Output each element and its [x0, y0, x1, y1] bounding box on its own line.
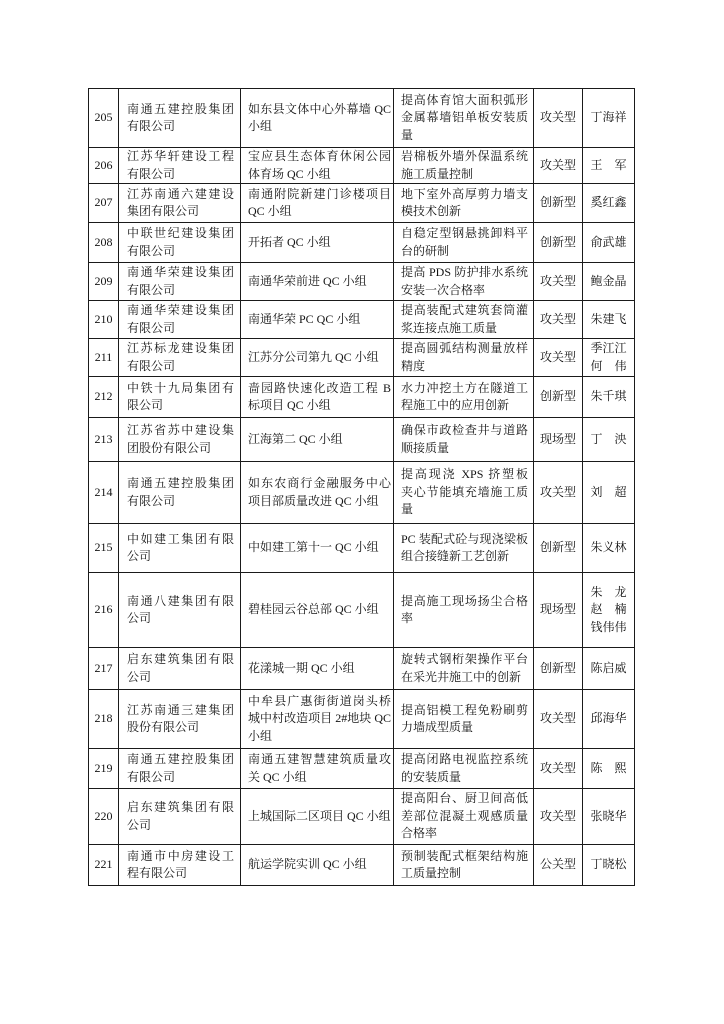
- cell-topic-text: 力墙成型质量: [401, 720, 474, 734]
- cell-company-text: 启东建筑集团有限: [127, 652, 234, 666]
- cell-number-text: 221: [94, 857, 113, 872]
- cell-qc-group-text: 体育场 QC 小组: [248, 166, 331, 181]
- cell-qc-group-text: 中牟县广惠街街道岗头桥: [248, 693, 391, 708]
- cell-person: [583, 223, 635, 263]
- cell-person-text: 赵 楠: [590, 602, 627, 617]
- cell-person: [583, 418, 635, 462]
- cell-qc-group-text: 花漾城一期 QC 小组: [248, 660, 355, 675]
- cell-topic-text: 提高装配式建筑套筒灌: [401, 303, 528, 317]
- cell-person-text: 王 军: [590, 157, 627, 172]
- cell-person-text: 陈启威: [590, 660, 627, 675]
- table-row: [89, 377, 635, 418]
- cell-type: [534, 89, 583, 148]
- cell-topic-text: 金属幕墙铝单板安装质: [401, 110, 528, 125]
- cell-person: [583, 690, 635, 749]
- cell-type-text: 攻关型: [539, 484, 576, 499]
- cell-company-text: 中如建工集团有限: [127, 531, 234, 546]
- cell-company-text: 江苏南通六建建设: [127, 186, 234, 201]
- cell-person: [583, 648, 635, 690]
- cell-type: [534, 339, 583, 377]
- cell-qc-group-text: 关 QC 小组: [248, 769, 307, 784]
- cell-qc-group-text: 项目部质量改进 QC 小组: [248, 493, 379, 508]
- cell-topic-text: 差部位混凝土观感质量: [401, 808, 528, 823]
- cell-type-text: 攻关型: [539, 711, 576, 726]
- table-row: [89, 263, 635, 301]
- cell-company-text: 有限公司: [127, 358, 176, 373]
- cell-type: [534, 377, 583, 418]
- cell-qc-group-text: 南通华荣 PC QC 小组: [248, 311, 361, 326]
- cell-topic-text: 夹心节能填充墙施工质: [401, 484, 528, 499]
- cell-company-text: 有限公司: [127, 243, 176, 258]
- cell-qc-group-text: 南通附院新建门诊楼项目: [248, 186, 391, 201]
- cell-qc-group: [241, 89, 394, 148]
- cell-topic-text: 提高体育馆大面积弧形: [401, 92, 528, 107]
- cell-topic: [394, 690, 534, 749]
- cell-topic: [394, 418, 534, 462]
- cell-company: [119, 789, 241, 845]
- cell-topic-text: 提高施工现场扬尘合格: [401, 593, 528, 608]
- cell-qc-group: [241, 690, 394, 749]
- cell-company-text: 南通八建集团有限: [127, 593, 234, 608]
- cell-company: [119, 749, 241, 789]
- cell-company: [119, 462, 241, 524]
- cell-topic-text: 旋转式钢桁架操作平台: [401, 652, 528, 666]
- cell-topic: [394, 749, 534, 789]
- cell-company-text: 有限公司: [127, 320, 176, 335]
- cell-topic: [394, 89, 534, 148]
- cell-number-text: 206: [94, 157, 113, 172]
- table-row: [89, 184, 635, 223]
- cell-type-text: 创新型: [539, 660, 576, 675]
- cell-type: [534, 690, 583, 749]
- cell-topic: [394, 263, 534, 301]
- cell-topic-text: 组合接缝新工艺创新: [401, 549, 510, 563]
- cell-topic-text: 模技术创新: [401, 204, 462, 218]
- cell-topic-text: 台的研制: [401, 243, 450, 258]
- cell-person: [583, 845, 635, 886]
- cell-number: [89, 377, 119, 418]
- cell-type: [534, 789, 583, 845]
- cell-qc-group-text: 上城国际二区项目 QC 小组: [248, 808, 391, 823]
- cell-company: [119, 690, 241, 749]
- cell-topic-text: 水力冲挖土方在隧道工: [401, 380, 528, 395]
- cell-number-text: 216: [94, 602, 113, 617]
- cell-company-text: 江苏南通三建集团: [127, 702, 234, 717]
- cell-topic: [394, 223, 534, 263]
- cell-qc-group-text: 江苏分公司第九 QC 小组: [248, 349, 379, 364]
- cell-company: [119, 377, 241, 418]
- cell-person: [583, 301, 635, 339]
- cell-topic-text: 量: [401, 502, 414, 517]
- table-row: [89, 462, 635, 524]
- cell-company: [119, 223, 241, 263]
- cell-number: [89, 462, 119, 524]
- cell-type-text: 现场型: [539, 431, 576, 446]
- table-row: [89, 789, 635, 845]
- cell-number: [89, 148, 119, 184]
- cell-person-text: 奚红鑫: [590, 195, 627, 210]
- cell-company-text: 南通五建控股集团: [127, 101, 234, 116]
- cell-topic-text: 精度: [401, 358, 426, 373]
- cell-qc-group: [241, 418, 394, 462]
- cell-type: [534, 524, 583, 573]
- cell-qc-group: [241, 263, 394, 301]
- cell-company-text: 程有限公司: [127, 866, 188, 880]
- cell-topic-text: 岩棉板外墙外保温系统: [401, 149, 528, 163]
- cell-number-text: 210: [94, 311, 113, 326]
- cell-number: [89, 789, 119, 845]
- cell-type-text: 创新型: [539, 389, 576, 404]
- cell-topic: [394, 845, 534, 886]
- table-row: [89, 845, 635, 886]
- cell-number-text: 208: [94, 234, 113, 249]
- cell-qc-group: [241, 749, 394, 789]
- cell-type-text: 攻关型: [539, 311, 576, 326]
- cell-person-text: 朱义林: [590, 540, 627, 555]
- cell-number: [89, 418, 119, 462]
- cell-qc-group: [241, 223, 394, 263]
- cell-company-text: 有限公司: [127, 493, 176, 508]
- cell-type: [534, 648, 583, 690]
- cell-company: [119, 148, 241, 184]
- table-row: [89, 573, 635, 648]
- cell-number: [89, 89, 119, 148]
- cell-topic: [394, 184, 534, 223]
- cell-topic-text: 提高闭路电视监控系统: [401, 752, 528, 766]
- cell-qc-group: [241, 148, 394, 184]
- cell-number-text: 207: [94, 195, 113, 210]
- cell-qc-group-text: 啬园路快速化改造工程 B: [248, 380, 391, 395]
- cell-person-text: 丁晓松: [590, 857, 627, 872]
- cell-topic-text: 地下室外高厚剪力墙支: [401, 186, 528, 201]
- cell-person-text: 朱建飞: [590, 311, 627, 326]
- cell-number-text: 214: [94, 484, 113, 499]
- cell-topic-text: 的安装质量: [401, 769, 462, 784]
- cell-topic-text: 顺接质量: [401, 440, 450, 455]
- cell-topic-text: 确保市政检查井与道路: [401, 423, 528, 437]
- cell-person: [583, 148, 635, 184]
- cell-type: [534, 263, 583, 301]
- cell-type: [534, 301, 583, 339]
- cell-type-text: 创新型: [539, 195, 576, 210]
- cell-person: [583, 462, 635, 524]
- cell-company: [119, 845, 241, 886]
- cell-topic: [394, 648, 534, 690]
- cell-type: [534, 184, 583, 223]
- cell-company-text: 南通市中房建设工: [127, 848, 234, 863]
- cell-company-text: 江苏省苏中建设集: [127, 423, 234, 437]
- cell-company-text: 股份有限公司: [127, 720, 200, 734]
- cell-company: [119, 648, 241, 690]
- cell-company-text: 限公司: [127, 398, 164, 412]
- cell-number: [89, 184, 119, 223]
- cell-type-text: 创新型: [539, 234, 576, 249]
- cell-person-text: 季江江: [590, 341, 627, 355]
- cell-qc-group-text: 标项目 QC 小组: [248, 398, 331, 412]
- cell-qc-group: [241, 845, 394, 886]
- cell-topic-text: PC 装配式砼与现浇梁板: [401, 531, 528, 546]
- cell-company: [119, 301, 241, 339]
- cell-person-text: 丁 泱: [590, 431, 627, 446]
- cell-type-text: 创新型: [539, 540, 576, 555]
- cell-person: [583, 789, 635, 845]
- cell-topic-text: 工质量控制: [401, 866, 462, 880]
- cell-type-text: 攻关型: [539, 349, 576, 364]
- cell-person-text: 何 伟: [590, 358, 627, 373]
- cell-person: [583, 263, 635, 301]
- cell-qc-group: [241, 648, 394, 690]
- cell-company-text: 南通五建控股集团: [127, 476, 234, 490]
- cell-qc-group: [241, 573, 394, 648]
- cell-topic-text: 提高圆弧结构测量放样: [401, 341, 528, 355]
- table-row: [89, 524, 635, 573]
- cell-type-text: 攻关型: [539, 157, 576, 172]
- cell-type: [534, 148, 583, 184]
- cell-person-text: 张晓华: [590, 808, 627, 823]
- cell-company-text: 江苏标龙建设集团: [127, 341, 234, 355]
- cell-number: [89, 524, 119, 573]
- cell-topic: [394, 377, 534, 418]
- cell-qc-group-text: 小组: [248, 728, 273, 743]
- cell-topic-text: 提高现浇 XPS 挤塑板: [401, 467, 528, 482]
- cell-company: [119, 184, 241, 223]
- cell-company-text: 启东建筑集团有限: [127, 800, 234, 814]
- cell-type-text: 攻关型: [539, 808, 576, 823]
- cell-topic-text: 提高铝模工程免粉刷剪: [401, 702, 528, 717]
- cell-number-text: 209: [94, 273, 113, 288]
- cell-company: [119, 263, 241, 301]
- cell-company-text: 中联世纪建设集团: [127, 226, 234, 240]
- cell-number: [89, 648, 119, 690]
- cell-company: [119, 339, 241, 377]
- table-row: [89, 89, 635, 148]
- cell-qc-group-text: 碧桂园云谷总部 QC 小组: [248, 602, 379, 617]
- cell-person-text: 邱海华: [590, 711, 627, 726]
- cell-number-text: 205: [94, 110, 113, 125]
- cell-person-text: 刘 超: [590, 484, 627, 499]
- cell-person: [583, 184, 635, 223]
- cell-qc-group-text: 宝应县生态体育休闲公园: [248, 149, 391, 163]
- cell-qc-group-text: 小组: [248, 119, 273, 133]
- cell-qc-group: [241, 524, 394, 573]
- cell-type-text: 公关型: [539, 857, 576, 872]
- cell-company-text: 有限公司: [127, 769, 176, 784]
- cell-topic-text: 提高阳台、厨卫间高低: [401, 791, 528, 806]
- cell-number: [89, 573, 119, 648]
- cell-type-text: 攻关型: [539, 760, 576, 775]
- cell-person-text: 钱伟伟: [590, 619, 627, 634]
- cell-number-text: 218: [94, 711, 113, 726]
- cell-person: [583, 524, 635, 573]
- cell-qc-group-text: 如东农商行金融服务中心: [248, 476, 391, 490]
- cell-company: [119, 418, 241, 462]
- cell-person-text: 丁海祥: [590, 110, 627, 125]
- cell-topic-text: 自稳定型钢悬挑卸料平: [401, 226, 528, 240]
- cell-topic-text: 预制装配式框架结构施: [401, 848, 528, 863]
- cell-company: [119, 573, 241, 648]
- table-row: [89, 418, 635, 462]
- table-row: [89, 749, 635, 789]
- cell-qc-group-text: 开拓者 QC 小组: [248, 234, 331, 249]
- cell-number: [89, 223, 119, 263]
- table-row: [89, 339, 635, 377]
- cell-person-text: 俞武雄: [590, 234, 627, 249]
- table-row: [89, 301, 635, 339]
- cell-topic-text: 提高 PDS 防护排水系统: [401, 265, 528, 279]
- cell-company-text: 江苏华轩建设工程: [127, 149, 234, 163]
- cell-topic-text: 在采光井施工中的创新: [401, 669, 522, 684]
- cell-qc-group-text: 如东县文体中心外幕墙 QC: [248, 101, 391, 116]
- cell-number-text: 212: [94, 389, 113, 404]
- cell-number: [89, 845, 119, 886]
- cell-qc-group: [241, 339, 394, 377]
- cell-company-text: 中铁十九局集团有: [127, 380, 234, 395]
- cell-company-text: 公司: [127, 611, 152, 625]
- cell-topic: [394, 524, 534, 573]
- cell-number-text: 215: [94, 540, 113, 555]
- table-row: [89, 223, 635, 263]
- cell-type-text: 现场型: [539, 602, 576, 617]
- table-row: [89, 690, 635, 749]
- cell-qc-group-text: 江海第二 QC 小组: [248, 431, 343, 446]
- cell-company: [119, 89, 241, 148]
- cell-qc-group: [241, 301, 394, 339]
- table-row: [89, 648, 635, 690]
- cell-topic-text: 安装一次合格率: [401, 282, 486, 297]
- cell-person: [583, 573, 635, 648]
- cell-company-text: 有限公司: [127, 282, 176, 297]
- cell-topic: [394, 301, 534, 339]
- cell-person-text: 朱千琪: [590, 389, 627, 404]
- cell-number: [89, 749, 119, 789]
- cell-company-text: 南通五建控股集团: [127, 752, 234, 766]
- cell-number-text: 211: [94, 349, 113, 364]
- cell-number: [89, 301, 119, 339]
- table-row: [89, 148, 635, 184]
- cell-company-text: 有限公司: [127, 166, 176, 181]
- cell-person: [583, 377, 635, 418]
- cell-qc-group: [241, 184, 394, 223]
- cell-qc-group: [241, 462, 394, 524]
- cell-company-text: 团股份有限公司: [127, 440, 212, 455]
- cell-topic-text: 施工质量控制: [401, 166, 474, 181]
- cell-number-text: 213: [94, 431, 113, 446]
- cell-type: [534, 462, 583, 524]
- cell-topic: [394, 462, 534, 524]
- cell-qc-group-text: 航运学院实训 QC 小组: [248, 857, 367, 872]
- cell-company-text: 有限公司: [127, 119, 176, 133]
- cell-number-text: 217: [94, 660, 113, 675]
- cell-number-text: 219: [94, 760, 113, 775]
- cell-number-text: 220: [94, 808, 113, 823]
- cell-topic-text: 浆连接点施工质量: [401, 320, 498, 335]
- cell-qc-group-text: 南通五建智慧建筑质量攻: [248, 752, 391, 766]
- cell-qc-group: [241, 789, 394, 845]
- cell-company-text: 南通华荣建设集团: [127, 265, 234, 279]
- cell-type: [534, 223, 583, 263]
- cell-topic-text: 程施工中的应用创新: [401, 398, 510, 412]
- cell-number: [89, 690, 119, 749]
- cell-person-text: 朱 龙: [590, 584, 627, 599]
- cell-type-text: 攻关型: [539, 273, 576, 288]
- cell-type: [534, 845, 583, 886]
- cell-number: [89, 263, 119, 301]
- cell-topic: [394, 789, 534, 845]
- cell-person-text: 鲍金晶: [590, 273, 627, 288]
- cell-company-text: 公司: [127, 817, 152, 832]
- cell-qc-group-text: QC 小组: [248, 204, 292, 218]
- cell-type-text: 攻关型: [539, 110, 576, 125]
- cell-company-text: 公司: [127, 549, 152, 563]
- cell-person: [583, 89, 635, 148]
- cell-topic-text: 量: [401, 127, 414, 142]
- cell-topic: [394, 339, 534, 377]
- cell-person: [583, 339, 635, 377]
- cell-qc-group-text: 中如建工第十一 QC 小组: [248, 540, 379, 555]
- cell-company-text: 公司: [127, 669, 152, 684]
- cell-topic: [394, 573, 534, 648]
- cell-person: [583, 749, 635, 789]
- cell-topic-text: 率: [401, 611, 414, 625]
- cell-topic: [394, 148, 534, 184]
- cell-person-text: 陈 熙: [590, 760, 627, 775]
- cell-qc-group: [241, 377, 394, 418]
- qc-results-table: [88, 88, 635, 886]
- cell-type: [534, 573, 583, 648]
- cell-qc-group-text: 城中村改造项目 2#地块 QC: [248, 711, 391, 726]
- cell-type: [534, 418, 583, 462]
- table-body: [89, 89, 635, 886]
- cell-company-text: 集团有限公司: [127, 204, 200, 218]
- cell-number: [89, 339, 119, 377]
- cell-company: [119, 524, 241, 573]
- cell-company-text: 南通华荣建设集团: [127, 303, 234, 317]
- cell-type: [534, 749, 583, 789]
- cell-topic-text: 合格率: [401, 826, 438, 841]
- cell-qc-group-text: 南通华荣前进 QC 小组: [248, 273, 367, 288]
